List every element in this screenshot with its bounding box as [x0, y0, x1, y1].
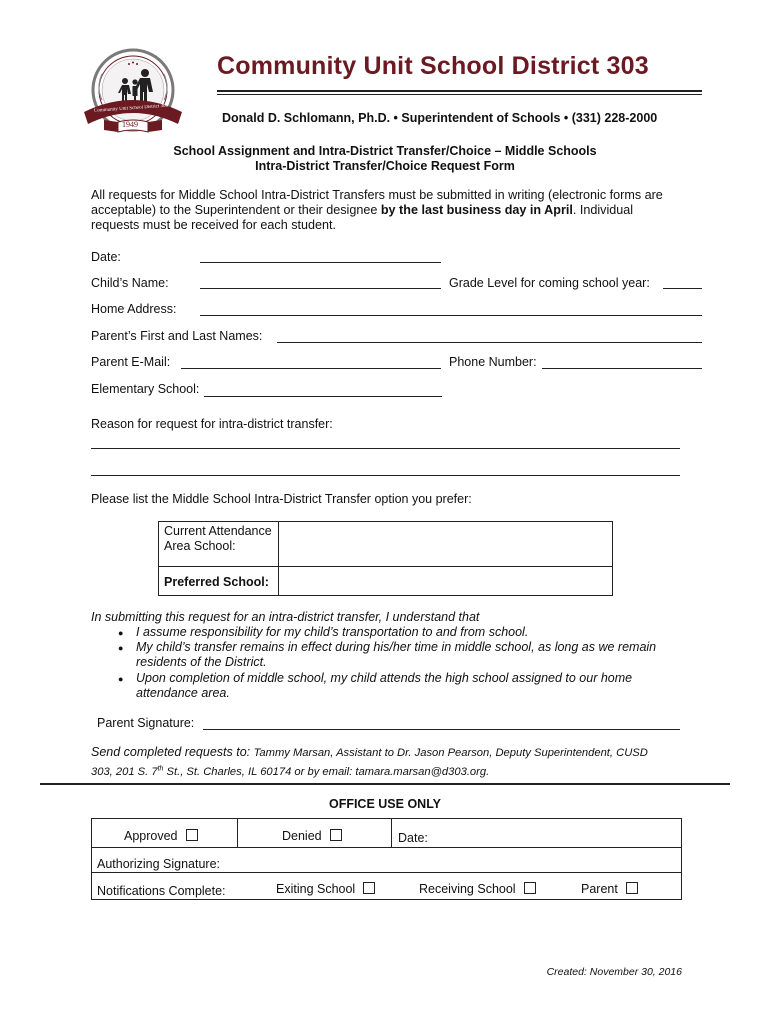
bullet-dot: ● [118, 674, 124, 684]
preferred-school-input[interactable] [279, 567, 613, 596]
parent-names-label: Parent’s First and Last Names: [91, 329, 263, 343]
send-line2-b: St., St. Charles, IL 60174 or by email: tamara.marsan@d303.org. [163, 765, 490, 778]
office-separator [40, 783, 730, 785]
current-school-row [159, 522, 613, 567]
receiving-school-option[interactable] [419, 882, 536, 896]
current-school-input[interactable] [279, 522, 613, 567]
parent-names-field[interactable] [277, 342, 702, 343]
send-line1: Tammy Marsan, Assistant to Dr. Jason Pearson, Deputy Superintendent, CUSD [253, 747, 648, 759]
reason-label: Reason for request for intra-district transfer: [91, 417, 333, 431]
office-date-label: Date: [398, 831, 428, 845]
bullet-dot: ● [118, 628, 124, 638]
reason-field-line-1[interactable] [91, 448, 680, 449]
intro-paragraph [91, 188, 681, 233]
superintendent-line: Donald D. Schlomann, Ph.D. • Superintendent of Schools • (331) 228-2000 [222, 111, 658, 125]
acknowledgement-item: I assume responsibility for my child’s transportation to and from school. [136, 625, 529, 639]
district-seal [78, 40, 188, 150]
send-instructions [91, 745, 691, 780]
notifications-complete-label: Notifications Complete: [97, 884, 226, 898]
date-label: Date: [91, 250, 121, 264]
exiting-school-checkbox[interactable] [363, 882, 375, 894]
form-title-line1: School Assignment and Intra-District Transfer/Choice – Middle Schools [173, 144, 597, 158]
office-col-divider [237, 818, 238, 847]
intro-text-2: . Individual requests must be received for each student. [91, 203, 634, 232]
preferred-school-row [159, 567, 613, 596]
phone-number-field[interactable] [542, 368, 702, 369]
acknowledgement-item: My child’s transfer remains in effect during his/her time in middle school, as long as we remain residents of the District. [136, 640, 657, 669]
parent-email-label: Parent E-Mail: [91, 355, 171, 369]
parent-email-field[interactable] [181, 368, 441, 369]
district-title: Community Unit School District 303 [217, 52, 649, 80]
receiving-school-label: Receiving School [419, 882, 516, 896]
office-use-heading: OFFICE USE ONLY [328, 797, 442, 811]
denied-checkbox[interactable] [330, 829, 342, 841]
form-title-line2: Intra-District Transfer/Choice Request Form [255, 159, 515, 173]
bullet-dot: ● [118, 643, 124, 653]
send-line2-sup: th [157, 765, 164, 772]
home-address-field[interactable] [200, 315, 702, 316]
preferred-school-label: Preferred School: [159, 567, 279, 596]
parent-notify-label: Parent [581, 882, 618, 896]
approved-checkbox[interactable] [186, 829, 198, 841]
acknowledgement-intro: In submitting this request for an intra-district transfer, I understand that [91, 610, 480, 624]
elementary-school-field[interactable] [204, 396, 442, 397]
seal-graphic [78, 40, 188, 150]
elementary-school-label: Elementary School: [91, 382, 200, 396]
parent-signature-field[interactable] [203, 729, 680, 730]
intro-deadline: by the last business day in April [380, 203, 573, 217]
parent-signature-label: Parent Signature: [97, 716, 195, 730]
parent-notify-option[interactable] [581, 882, 638, 896]
child-name-label: Child’s Name: [91, 276, 169, 290]
child-name-field[interactable] [200, 288, 441, 289]
receiving-school-checkbox[interactable] [524, 882, 536, 894]
date-field[interactable] [200, 262, 441, 263]
approved-option[interactable] [124, 829, 198, 843]
denied-label: Denied [282, 829, 322, 843]
current-school-label: Current Attendance Area School: [159, 522, 279, 567]
send-line2-a: 303, 201 S. 7 [91, 765, 158, 778]
grade-level-label: Grade Level for coming school year: [449, 276, 650, 290]
preference-table [158, 521, 613, 596]
authorizing-signature-label: Authorizing Signature: [97, 857, 220, 871]
parent-notify-checkbox[interactable] [626, 882, 638, 894]
intro-text-1: All requests for Middle School Intra-District Transfers must be submitted in writing (electronic forms are acceptable) to the Superintendent or their designee [91, 188, 663, 217]
created-date: Created: November 30, 2016 [546, 966, 682, 978]
header-rule [217, 90, 702, 95]
preference-prompt: Please list the Middle School Intra-District Transfer option you prefer: [91, 492, 472, 506]
exiting-school-option[interactable] [276, 882, 375, 896]
acknowledgement-item: Upon completion of middle school, my child attends the high school assigned to our home attendance area. [136, 671, 633, 700]
reason-field-line-2[interactable] [91, 475, 680, 476]
seal-ribbon-text: Community Unit School District 303 [93, 103, 169, 114]
exiting-school-label: Exiting School [276, 882, 356, 896]
home-address-label: Home Address: [91, 302, 177, 316]
seal-year: 1949 [122, 120, 138, 129]
office-col-divider [391, 818, 392, 847]
approved-label: Approved [124, 829, 178, 843]
phone-number-label: Phone Number: [449, 355, 537, 369]
denied-option[interactable] [282, 829, 342, 843]
office-row-divider [91, 872, 681, 873]
send-lead: Send completed requests to: [91, 745, 254, 759]
office-row-divider [91, 847, 681, 848]
grade-level-field[interactable] [663, 288, 702, 289]
